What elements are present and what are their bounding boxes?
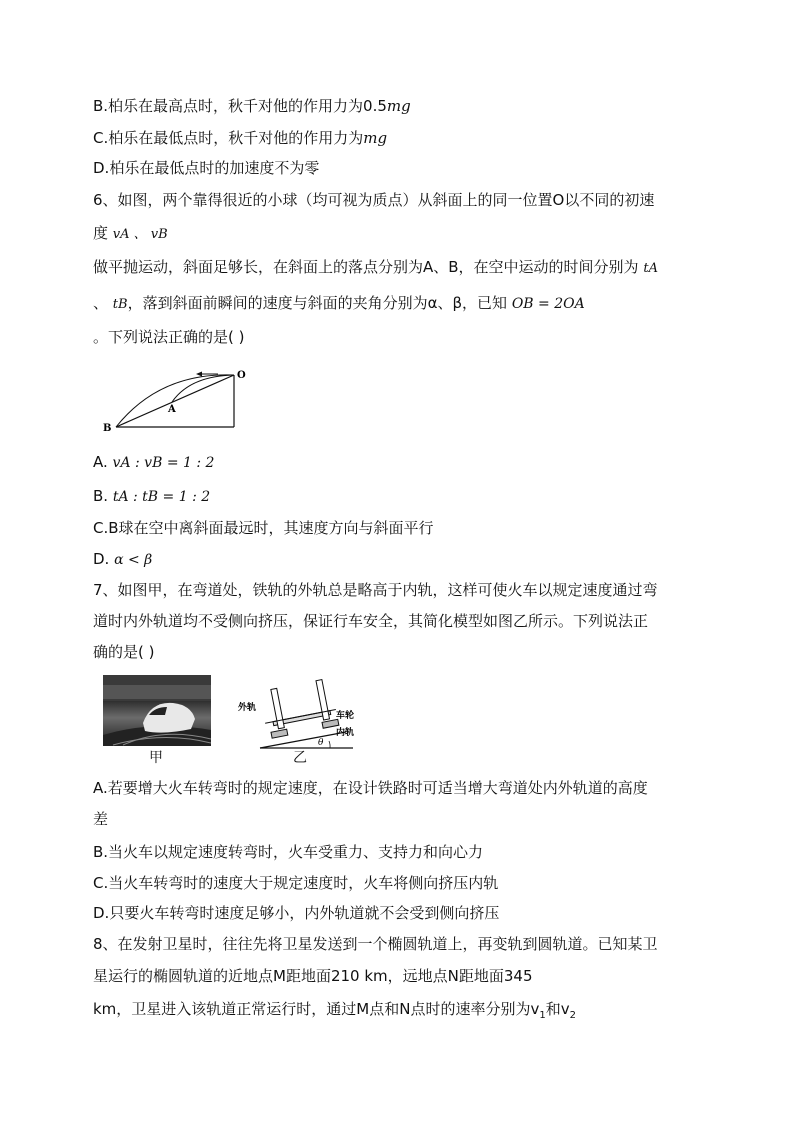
q6-stem-line-3	[93, 257, 658, 279]
angle-label: θ	[318, 738, 324, 748]
q6-stem-line-1: 6、如图，两个靠得很近的小球（均可视为质点）从斜面上的同一位置O以不同的初速	[93, 191, 655, 209]
q6-stem-4-math-2: OB = 2OA	[511, 296, 585, 312]
q7-option-a-line-2: 差	[93, 810, 109, 828]
label-outer-rail: 外轨	[238, 703, 257, 713]
label-o: O	[237, 370, 246, 381]
q7-option-b: B.当火车以规定速度转弯时，火车受重力、支持力和向心力	[93, 843, 484, 861]
q6-option-d-prefix: D.	[93, 550, 115, 568]
q6-option-a-math: vA : vB = 1 : 2	[112, 455, 215, 471]
q6-option-b-prefix: B.	[93, 487, 113, 505]
q5-option-b	[93, 96, 411, 116]
q7-stem-line-2: 道时内外轨道均不受侧向挤压，保证行车安全，其简化模型如图乙所示。下列说法正	[93, 612, 649, 630]
q5-option-d: D.柏乐在最低点时的加速度不为零	[93, 159, 320, 177]
q6-stem-3-math: tA	[643, 261, 658, 276]
q8-sub-2: 2	[569, 1010, 576, 1021]
q5-option-c-math: mg	[363, 129, 388, 147]
q6-stem-line-4	[93, 293, 585, 315]
q7-option-a-line-1: A.若要增大火车转弯时的规定速度，在设计铁路时可适当增大弯道处内外轨道的高度	[93, 779, 648, 797]
q8-stem-3-text: km，卫星进入该轨道正常运行时，通过M点和N点时的速率分别为v	[93, 1000, 540, 1018]
q7-option-d: D.只要火车转弯时速度足够小，内外轨道就不会受到侧向挤压	[93, 904, 500, 922]
label-a: A	[168, 404, 176, 415]
q6-option-d-math: α < β	[114, 552, 153, 568]
q6-option-a-prefix: A.	[93, 453, 113, 471]
q8-stem-line-2: 星运行的椭圆轨道的近地点M距地面210 km，远地点N距地面345	[93, 967, 533, 985]
train-photo	[103, 675, 211, 746]
q6-stem-line-2	[93, 223, 168, 245]
q8-stem-3-mid: 和v	[545, 1000, 570, 1018]
q6-option-b-math: tA : tB = 1 : 2	[112, 489, 211, 505]
q7-option-c: C.当火车转弯时的速度大于规定速度时，火车将侧向挤压内轨	[93, 874, 499, 892]
caption-right: 乙	[293, 750, 307, 766]
q5-option-c	[93, 128, 387, 148]
q8-sub-1: 1	[539, 1010, 546, 1021]
arrow-head-icon	[196, 372, 202, 377]
label-b: B	[103, 423, 112, 434]
angle-arc	[329, 741, 330, 748]
photo-trees	[103, 685, 211, 699]
caption-left: 甲	[149, 750, 163, 766]
q6-stem-4-comma: 、	[93, 294, 109, 312]
q6-stem-2-text: 度	[93, 224, 109, 242]
q8-stem-line-1: 8、在发射卫星时，往往先将卫星发送到一个椭圆轨道上，再变轨到圆轨道。已知某卫	[93, 935, 658, 953]
q6-option-b	[93, 486, 210, 507]
q6-incline-figure	[100, 364, 250, 434]
incline-line	[116, 375, 234, 427]
q6-stem-line-5: 。下列说法正确的是( )	[93, 328, 245, 346]
q5-option-c-text: C.柏乐在最低点时，秋千对他的作用力为	[93, 129, 364, 147]
outer-rail	[271, 729, 288, 738]
q5-option-b-text: B.柏乐在最高点时，秋千对他的作用力为0.5	[93, 97, 387, 115]
q7-stem-line-3: 确的是( )	[93, 643, 155, 661]
label-inner-rail: 内轨	[336, 728, 355, 738]
train-body	[143, 703, 195, 733]
q6-stem-3-text: 做平抛运动，斜面足够长，在斜面上的落点分别为A、B，在空中运动的时间分别为	[93, 258, 639, 276]
q6-option-d	[93, 549, 152, 570]
q8-stem-line-3	[93, 999, 576, 1026]
track-model-figure	[238, 672, 363, 750]
q6-stem-4-text: ，落到斜面前瞬间的速度与斜面的夹角分别为α、β，已知	[127, 294, 508, 312]
q6-stem-2-math: vA 、 vB	[112, 227, 168, 242]
q6-option-a	[93, 452, 214, 473]
q6-option-c: C.B球在空中离斜面最远时，其速度方向与斜面平行	[93, 519, 434, 537]
q5-option-b-math: mg	[386, 97, 411, 115]
q7-stem-line-1: 7、如图甲，在弯道处，铁轨的外轨总是略高于内轨，这样可使火车以规定速度通过弯	[93, 581, 658, 599]
label-wheel: 车轮	[336, 711, 355, 721]
q6-stem-4-math-1: tB	[112, 297, 128, 312]
